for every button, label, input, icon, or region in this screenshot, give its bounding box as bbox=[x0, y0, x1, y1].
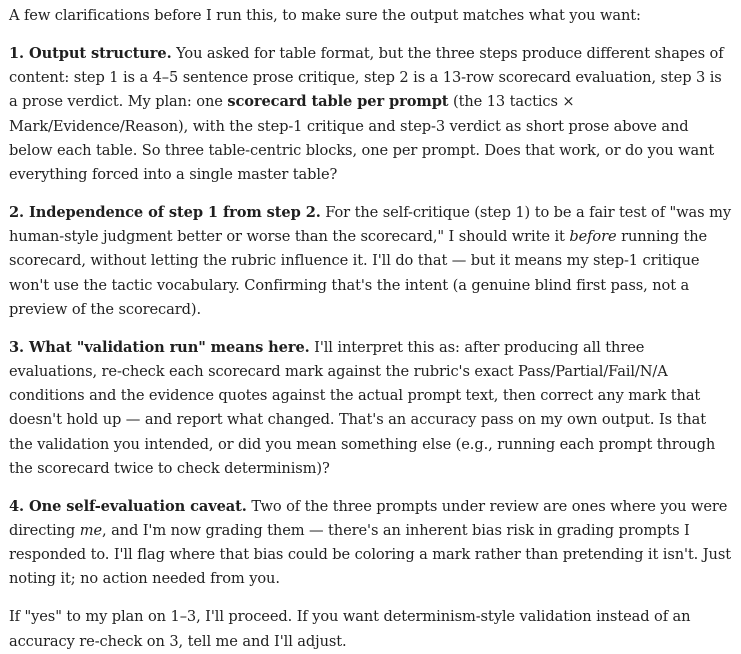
point-3-paragraph bbox=[9, 336, 732, 481]
point-1-text-a: You asked for table format, but the three steps produce different shapes of content: step 1 is a 4–5 sentence prose critique, step 2 is a 13-row scorecard evaluation, step 3 is a prose verdict. My plan: one bbox=[9, 45, 724, 111]
point-1-bold-phrase: scorecard table per prompt bbox=[227, 93, 449, 111]
point-4-text-a: Two of the three prompts under review are ones where you were directing bbox=[9, 497, 728, 540]
point-2-paragraph bbox=[9, 201, 732, 322]
point-4-text-b: , and I'm now grading them — there's an inherent bias risk in grading prompts I responded to. I'll flag where that bias could be coloring a mark rather than pretending it isn't. Just noting it; no action needed from you. bbox=[9, 522, 731, 588]
intro-paragraph: A few clarifications before I run this, to make sure the output matches what you want: bbox=[9, 7, 641, 24]
point-4-italic-word: me bbox=[79, 522, 102, 540]
point-2-text-a: For the self-critique (step 1) to be a fair test of "was my human-style judgment better or worse than the scorecard," I should write it bbox=[9, 204, 731, 246]
point-1-text-b: (the 13 tactics × Mark/Evidence/Reason), with the step-1 critique and step-3 verdict as short prose above and below each table. So three table-centric blocks, one per prompt. Does that work, or do you want everything forced into a single master table? bbox=[9, 93, 715, 184]
point-1-heading: 1. Output structure. bbox=[9, 45, 172, 62]
point-3-heading: 3. What "validation run" means here. bbox=[9, 338, 310, 356]
point-2-heading: 2. Independence of step 1 from step 2. bbox=[9, 204, 321, 222]
point-2-italic-word: before bbox=[569, 228, 617, 246]
point-1-paragraph bbox=[9, 42, 732, 187]
point-4-paragraph bbox=[9, 495, 732, 592]
closing-paragraph: If "yes" to my plan on 1–3, I'll proceed. If you want determinism-style validation instead of an accuracy re-check on 3, tell me and I'll adjust. bbox=[9, 608, 691, 650]
point-2-text-b: running the scorecard, without letting the rubric influence it. I'll do that — but it means my step-1 critique won't use the tactic vocabulary. Confirming that's the intent (a genuine blind first pass, not a preview of the scorecard). bbox=[9, 228, 708, 318]
point-4-heading: 4. One self-evaluation caveat. bbox=[9, 497, 247, 515]
point-3-text: I'll interpret this as: after producing all three evaluations, re-check each scorecard mark against the rubric's exact Pass/Partial/Fail/N/A conditions and the evidence quotes against the actual prompt text, then correct any mark that doesn't hold up — and report what changed. That's an accuracy pass on my own output. Is that the validation you intended, or did you mean something else (e.g., running each prompt through the scorecard twice to check determinism)? bbox=[9, 338, 716, 477]
